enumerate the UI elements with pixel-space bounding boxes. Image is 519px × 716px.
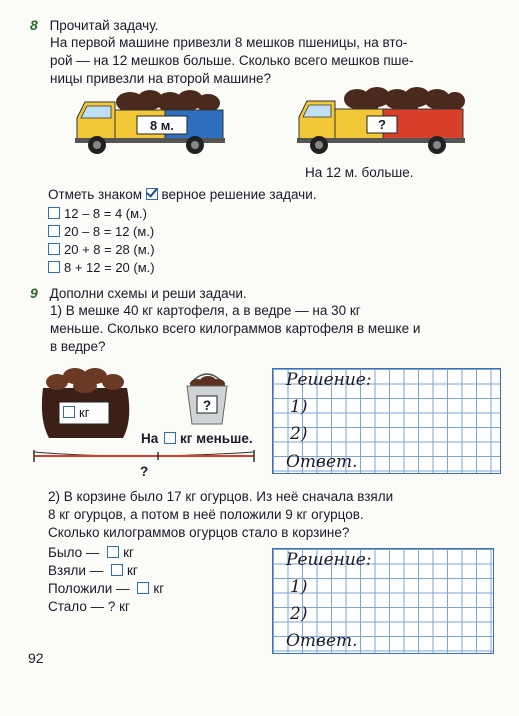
grid1-answer-label: Ответ.: [286, 452, 358, 472]
grid1-step-1: 1): [290, 397, 308, 417]
task8-number: 8: [30, 17, 38, 33]
mark-instruction-a: Отметь знаком: [48, 187, 142, 202]
less-caption-a: На: [141, 431, 159, 446]
scheme-row-2-unit: кг: [126, 563, 138, 578]
task9-p1-line-3: в ведре?: [50, 339, 106, 354]
task8-text-line-3: ницы привезли на второй машине?: [50, 71, 272, 86]
scheme-row-3-label: Положили —: [48, 581, 130, 596]
option-1-checkbox[interactable]: [48, 207, 60, 219]
scheme-row-2-label: Взяли —: [48, 563, 104, 578]
option-4-checkbox[interactable]: [48, 261, 60, 273]
grid2-answer-label: Ответ.: [286, 631, 358, 651]
answer-option-3: [48, 241, 155, 259]
potato-sack-image: [35, 360, 135, 442]
scheme-row-1: [48, 544, 134, 562]
task8-instruction: Прочитай задачу.: [49, 18, 159, 33]
answer-option-2: [48, 223, 154, 241]
bucket-label: ?: [202, 398, 212, 413]
grid1-step-2: 2): [290, 424, 308, 444]
scheme-row-3-box[interactable]: [137, 582, 149, 594]
task8-text-line-1: На первой машине привезли 8 мешков пшеницы, на вто-: [50, 35, 408, 50]
checkmark-icon: [146, 188, 158, 200]
task9-p1-line-1: 1) В мешке 40 кг картофеля, а в ведре — на 30 кг: [50, 303, 361, 318]
option-2-text: 20 – 8 = 12 (м.): [64, 224, 155, 239]
grid2-step-1: 1): [290, 577, 308, 597]
task9-instruction: Дополни схемы и реши задачи.: [49, 286, 247, 301]
scheme-row-3: [48, 580, 164, 598]
option-1-text: 12 – 8 = 4 (м.): [64, 206, 148, 221]
scheme-row-3-unit: кг: [153, 581, 165, 596]
option-3-checkbox[interactable]: [48, 243, 60, 255]
grid2-step-2: 2): [290, 604, 308, 624]
segment-scheme: [28, 446, 262, 466]
scheme-row-1-box[interactable]: [107, 546, 119, 558]
scheme-row-1-label: Было —: [48, 545, 100, 560]
sack-label: [63, 405, 89, 420]
mark-instruction: [48, 186, 317, 204]
answer-option-4: [48, 259, 155, 277]
option-3-text: 20 + 8 = 28 (м.): [64, 242, 155, 257]
scheme-row-2-box[interactable]: [111, 564, 123, 576]
page-number: 92: [28, 650, 44, 666]
option-4-text: 8 + 12 = 20 (м.): [64, 260, 155, 275]
task9-number: 9: [30, 285, 38, 301]
sack-input-box[interactable]: [63, 406, 75, 418]
task8-header: [30, 16, 158, 35]
task9-p2-line-1: 2) В корзине было 17 кг огурцов. Из неё сначала взяли: [48, 489, 394, 504]
scheme-row-2: [48, 562, 138, 580]
option-2-checkbox[interactable]: [48, 225, 60, 237]
segment-question: ?: [140, 464, 149, 479]
task9-p2-line-2: 8 кг огурцов, а потом в неё положили 9 кг огурцов.: [48, 507, 364, 522]
less-caption-b: кг меньше.: [180, 431, 253, 446]
scheme-row-4: Стало — ? кг: [48, 599, 130, 614]
truck-2-label: ?: [378, 117, 386, 132]
task9-header: [30, 284, 247, 303]
mark-instruction-b: верное решение задачи.: [161, 187, 317, 202]
task9-p2-line-3: Сколько килограммов огурцов стало в корзине?: [48, 525, 350, 540]
task8-text-line-2: рой — на 12 мешков больше. Сколько всего мешков пше-: [50, 53, 414, 68]
truck-1-label: 8 м.: [149, 118, 175, 133]
sack-unit: кг: [79, 405, 90, 420]
truck-2-caption: На 12 м. больше.: [305, 165, 414, 180]
grid1-solution-label: Решение:: [286, 370, 372, 390]
scheme-row-1-unit: кг: [123, 545, 134, 560]
answer-option-1: [48, 205, 147, 223]
less-input-box[interactable]: [164, 432, 176, 444]
grid2-solution-label: Решение:: [286, 550, 372, 570]
bucket-image: [182, 368, 232, 426]
task9-p1-line-2: меньше. Сколько всего килограммов картофеля в мешке и: [50, 321, 421, 336]
